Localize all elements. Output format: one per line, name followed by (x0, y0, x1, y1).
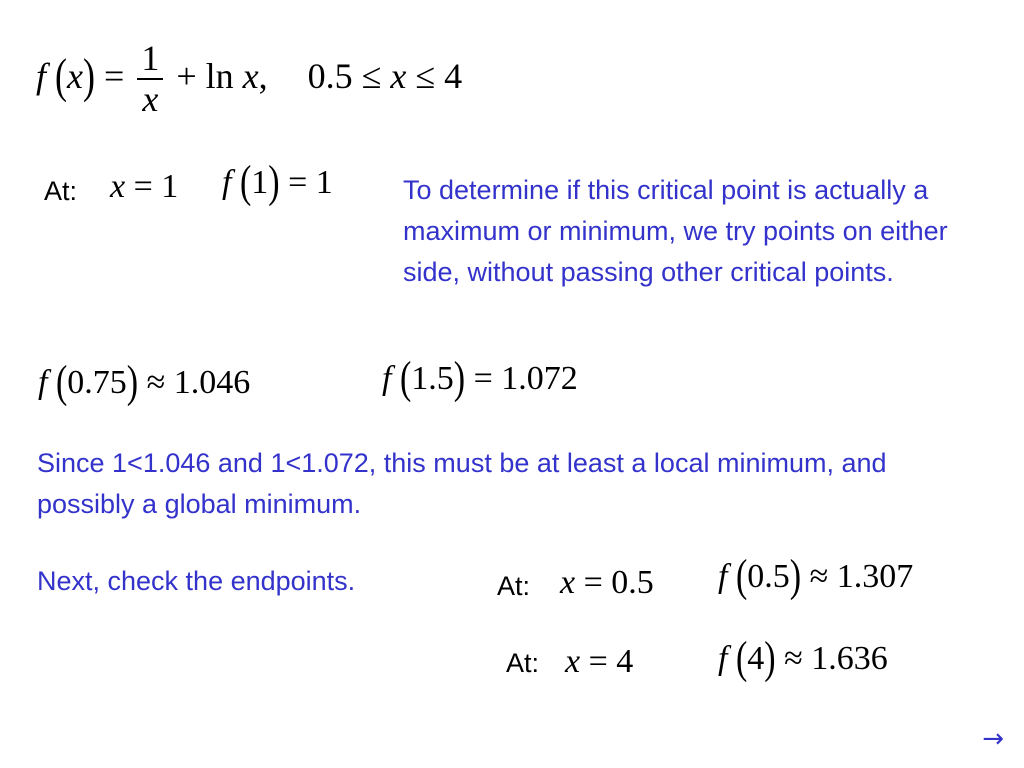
function-definition: f (x) = $\frac{1}{x}$ + ln x, 0.5 ≤ x ≤ 4 (36, 38, 463, 119)
domain-start: 0.5 ≤ (307, 55, 382, 96)
endpoint-1-at-label: At: (497, 571, 531, 601)
critical-f-value: f (1) = 1 (222, 157, 333, 208)
fraction (137, 40, 163, 119)
equals-sign: = (104, 55, 125, 96)
plus-ln: + ln (176, 55, 234, 96)
conclusion-text: Since 1<1.046 and 1<1.072, this must be at least a local minimum, and possibly a global minimum. (37, 448, 887, 519)
endpoint-1-x-value: x = 0.5 (560, 564, 654, 601)
f-symbol: f (36, 55, 47, 96)
fraction-denominator: x (137, 78, 163, 120)
critical-at-label: At: (44, 176, 78, 206)
test-left: f (0.75) ≈ 1.046 (38, 357, 251, 408)
ln-argument: x (242, 55, 259, 96)
next-slide-arrow-icon[interactable]: → (982, 724, 1004, 754)
comma: , (258, 55, 268, 96)
x-variable: x (67, 55, 83, 96)
endpoint-2-at-label: At: (506, 648, 540, 678)
endpoint-2-f-value: f (4) ≈ 1.636 (718, 633, 888, 684)
explanation-text: To determine if this critical point is actually a maximum or minimum, we try points on either side, without passing other critical points. (403, 175, 948, 287)
domain-end: ≤ 4 (415, 55, 463, 96)
endpoints-note: Next, check the endpoints. (37, 566, 356, 596)
domain-variable: x (390, 55, 407, 96)
fraction-numerator: 1 (141, 38, 160, 78)
critical-x-value: x = 1 (110, 168, 179, 205)
test-right: f (1.5) = 1.072 (382, 353, 578, 404)
endpoint-2-x-value: x = 4 (565, 643, 634, 680)
endpoint-1-f-value: f (0.5) ≈ 1.307 (718, 551, 914, 602)
